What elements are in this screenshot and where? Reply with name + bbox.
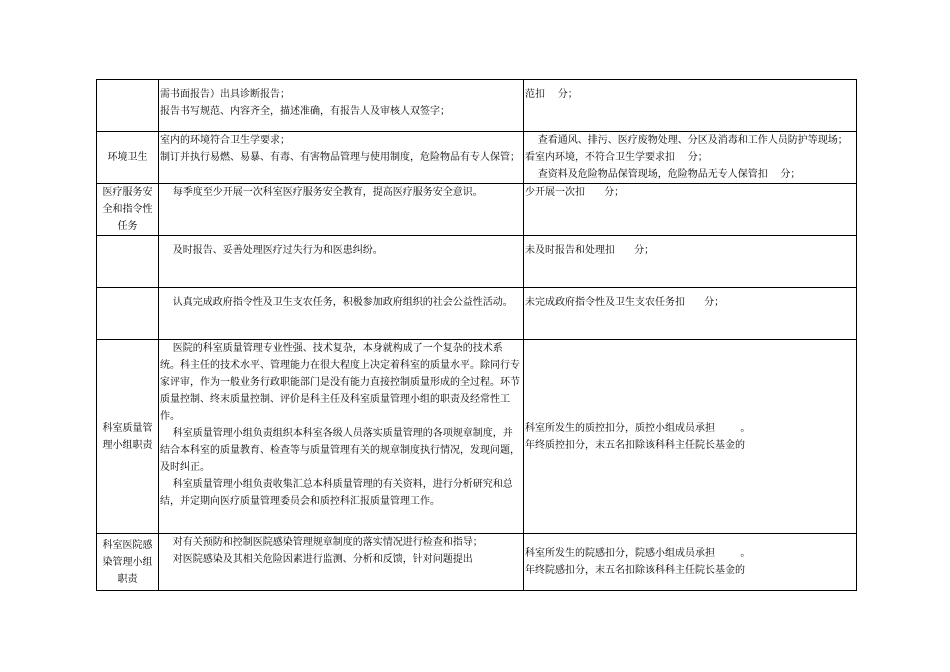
requirement-line: 制订并执行易燃、易暴、有毒、有害物品管理与使用制度，危险物品有专人保管；: [160, 152, 520, 163]
table-row: [97, 340, 857, 534]
requirement-line: 科室质量管理小组负责组织本科室各级人员落实质量管理的各项规章制度，并结合本科室的质量教育、检查等与质量管理有关的规章制度执行情况，发现问题，及时纠正。: [160, 428, 520, 473]
category-cell: [97, 132, 159, 184]
evaluation-table: [96, 79, 857, 591]
table-row: [97, 288, 857, 340]
evaluation-line: 年终质控扣分，末五名扣除该科科主任院长基金的: [525, 439, 745, 451]
table-row: [97, 184, 857, 236]
evaluation-cell: [524, 184, 857, 236]
requirement-line: 对有关预防和控制医院感染管理规章制度的落实情况进行检查和指导；: [160, 537, 483, 548]
category-label: 任务: [117, 221, 138, 232]
evaluation-cell: [524, 340, 857, 534]
category-label: 科室医院感: [102, 539, 153, 551]
requirement-line: 报告书写规范、内容齐全，描述准确，有报告人及审核人双签字；: [160, 106, 450, 117]
requirement-cell: [159, 236, 524, 288]
evaluation-cell: [524, 132, 857, 184]
table-body: [97, 80, 857, 591]
evaluation-line: 未完成政府指令性及卫生支农任务扣 分；: [525, 297, 725, 308]
table-row: [97, 236, 857, 288]
evaluation-line: 科室所发生的质控扣分，质控小组成员承担 。: [525, 422, 751, 434]
category-cell: [97, 80, 159, 132]
evaluation-line: 科室所发生的院感扣分，院感小组成员承担 。: [525, 548, 751, 559]
requirement-cell: [159, 80, 524, 132]
evaluation-cell: [524, 534, 857, 591]
requirement-cell: [159, 184, 524, 236]
evaluation-line: 未及时报告和处理扣 分；: [525, 245, 655, 256]
table-row: [97, 534, 857, 591]
evaluation-cell: [524, 80, 857, 132]
requirement-line: 医院的科室质量管理专业性强、技术复杂，本身就构成了一个复杂的技术系统。科主任的技术水平、管理能力在很大程度上决定着科室的质量水平。除同行专家评审，作为一般业务行政职能部门是没有能力直接控制质量形成的全过程。环节质量控制、终末质量控制、评价是科主任及科室质量管理小组的职责及经常性工作。: [160, 343, 520, 422]
category-label: 染管理小组: [102, 556, 153, 568]
category-cell: [97, 288, 159, 340]
category-label: 科室质量管: [102, 422, 153, 434]
category-cell: [97, 184, 159, 236]
category-cell: [97, 340, 159, 534]
requirement-line: 室内的环境符合卫生学要求；: [160, 135, 290, 146]
evaluation-cell: [524, 288, 857, 340]
category-cell: [97, 236, 159, 288]
requirement-cell: [159, 534, 524, 591]
category-label: 医疗服务安: [102, 187, 153, 198]
evaluation-line: 少开展一次扣 分；: [525, 187, 625, 198]
category-label: 理小组职责: [102, 439, 153, 451]
requirement-line: 科室质量管理小组负责收集汇总本科质量管理的有关资料，进行分析研究和总结，并定期向医疗质量管理委员会和质控科汇报质量管理工作。: [160, 479, 513, 507]
category-label: 职责: [117, 573, 138, 585]
evaluation-cell: [524, 236, 857, 288]
requirement-line: 需书面报告）出具诊断报告；: [160, 89, 290, 100]
requirement-cell: [159, 288, 524, 340]
category-label: 全和指令性: [102, 204, 153, 215]
requirement-line: 认真完成政府指令性及卫生支农任务，积极参加政府组织的社会公益性活动。: [160, 297, 513, 308]
requirement-cell: [159, 132, 524, 184]
requirement-cell: [159, 340, 524, 534]
evaluation-line: 范扣 分；: [525, 89, 578, 100]
category-label: 环境卫生: [107, 152, 148, 163]
requirement-line: 对医院感染及其相关危险因素进行监测、分析和反馈，针对问题提出: [160, 554, 473, 565]
evaluation-line: 年终院感扣分，末五名扣除该科科主任院长基金的: [525, 565, 745, 576]
table-row: [97, 132, 857, 184]
evaluation-line: 查看通风、排污、医疗废物处理、分区及消毒和工作人员防护等现场；看室内环境，不符合卫生学要求扣 分；: [525, 135, 848, 163]
table-row: [97, 80, 857, 132]
requirement-line: 及时报告、妥善处理医疗过失行为和医患纠纷。: [160, 245, 383, 256]
category-cell: [97, 534, 159, 591]
evaluation-line: 查资料及危险物品保管现场，危险物品无专人保管扣 分；: [525, 169, 801, 180]
requirement-line: 每季度至少开展一次科室医疗服务安全教育，提高医疗服务安全意识。: [160, 187, 483, 198]
